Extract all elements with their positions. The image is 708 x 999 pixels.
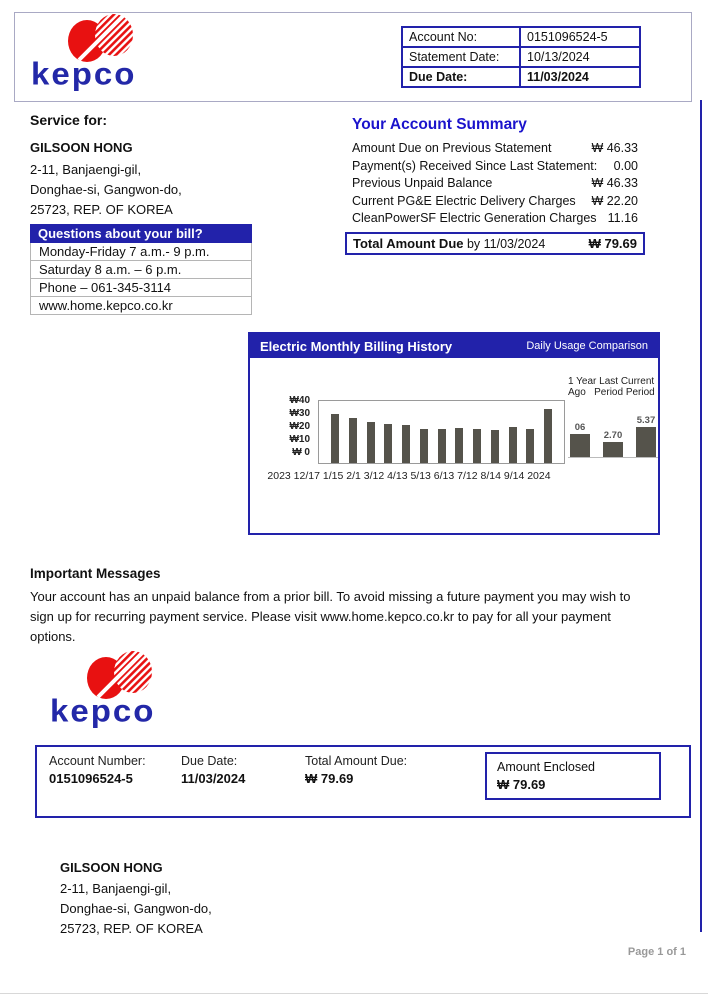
- amount-enclosed-value: ₩ 79.69: [497, 777, 546, 792]
- page-right-border: [700, 100, 702, 932]
- address-line: 25723, REP. OF KOREA: [30, 202, 173, 217]
- stub-field-label: Due Date:: [181, 754, 238, 768]
- y-axis-tick: ₩30: [289, 408, 310, 419]
- account-summary-rows: [352, 140, 638, 228]
- kepco-logo-stub: [50, 650, 220, 729]
- service-address: [30, 160, 182, 220]
- summary-value: ₩ 46.33: [591, 176, 638, 190]
- service-for-title: Service for:: [30, 112, 108, 128]
- header: [14, 12, 692, 102]
- account-info-value: 11/03/2024: [527, 70, 589, 84]
- account-info-label: Statement Date:: [403, 48, 521, 66]
- page-number: Page 1 of 1: [627, 946, 686, 958]
- y-axis-ticks: [278, 395, 312, 462]
- amount-enclosed-label: Amount Enclosed: [497, 760, 595, 774]
- account-info-row: [403, 66, 639, 86]
- daily-usage-bar: [603, 442, 623, 457]
- billing-bar: [331, 414, 339, 463]
- billing-bar: [367, 422, 375, 464]
- billing-history-bars: [319, 401, 564, 463]
- summary-label: CleanPowerSF Electric Generation Charges: [352, 211, 597, 225]
- stub-field-value: 11/03/2024: [181, 771, 246, 786]
- daily-usage-bar-group: [570, 422, 590, 457]
- payment-stub: [35, 745, 691, 818]
- questions-row: Monday-Friday 7 a.m.- 9 p.m.: [30, 243, 252, 261]
- account-info-table: [401, 26, 641, 88]
- billing-bar: [455, 428, 463, 463]
- billing-bar: [473, 429, 481, 463]
- address-line: 2-11, Banjaengi-gil,: [30, 162, 142, 177]
- daily-usage-title: Daily Usage Comparison: [526, 340, 648, 352]
- daily-usage-bar: [570, 434, 590, 457]
- remit-address: [60, 860, 212, 939]
- summary-label: Previous Unpaid Balance: [352, 176, 493, 190]
- summary-value: 11.16: [607, 211, 638, 225]
- total-amount-due-label: [353, 236, 545, 251]
- kepco-logo-text: kepco: [50, 692, 156, 729]
- kepco-logo-text: kepco: [31, 55, 137, 92]
- x-axis-labels: [244, 470, 574, 482]
- daily-usage-value: 5.37: [636, 415, 656, 426]
- account-info-value: 0151096524-5: [527, 30, 608, 44]
- stub-field: [181, 754, 305, 786]
- summary-label: Payment(s) Received Since Last Statement:: [352, 158, 598, 173]
- questions-table: [30, 224, 252, 315]
- billing-bar: [544, 409, 552, 464]
- daily-usage-bar: [636, 427, 656, 457]
- daily-usage-heading-2: Ago Period Period: [568, 387, 655, 398]
- stub-field: [49, 754, 181, 786]
- customer-name: GILSOON HONG: [30, 140, 133, 155]
- billing-bar: [438, 429, 446, 463]
- summary-row: [352, 140, 638, 158]
- total-amount-due-text: Total Amount Due: [353, 235, 464, 251]
- y-axis-tick: ₩10: [289, 434, 310, 445]
- address-line: Donghae-si, Gangwon-do,: [30, 182, 182, 197]
- summary-value: 0.00: [613, 158, 638, 173]
- total-due-by-date: by 11/03/2024: [463, 236, 546, 251]
- remit-address-lines: [60, 879, 212, 939]
- billing-history-panel: [248, 332, 660, 535]
- page-bottom-border: [0, 993, 708, 994]
- billing-bar: [509, 427, 517, 463]
- billing-bar: [384, 424, 392, 463]
- billing-history-chart: [267, 394, 578, 524]
- address-line: 25723, REP. OF KOREA: [60, 921, 203, 936]
- billing-bar: [526, 429, 534, 463]
- address-line: Donghae-si, Gangwon-do,: [60, 901, 212, 916]
- summary-row: [352, 175, 638, 193]
- y-axis-tick: ₩20: [289, 421, 310, 432]
- stub-field-value: ₩ 79.69: [305, 771, 354, 786]
- y-axis-tick: ₩40: [289, 395, 310, 406]
- address-line: 2-11, Banjaengi-gil,: [60, 881, 172, 896]
- important-messages-body: Your account has an unpaid balance from a prior bill. To avoid missing a future payment you may wish to sign up for recurring payment service. Please visit www.home.kepco.co.kr to pay for all your payment options.: [30, 589, 631, 644]
- important-messages-title: Important Messages: [30, 566, 161, 581]
- daily-usage-heading-1: 1 Year Last Current: [568, 376, 655, 387]
- billing-bar: [420, 429, 428, 463]
- daily-usage-chart: [568, 376, 658, 458]
- x-axis-label-line: 2023 12/17 1/15 2/1 3/12 4/13 5/13 6/13 7/12 8/14 9/14 2024: [267, 470, 551, 482]
- summary-value: ₩ 22.20: [591, 193, 638, 208]
- billing-history-body: [250, 358, 658, 533]
- summary-row: [352, 158, 638, 176]
- total-amount-due-box: [345, 232, 645, 255]
- account-info-value: 10/13/2024: [527, 50, 590, 64]
- account-info-row: [403, 28, 639, 46]
- questions-rows: [30, 243, 252, 315]
- billing-history-plot: [318, 400, 565, 464]
- amount-enclosed-box: [485, 752, 661, 800]
- account-info-label: Account No:: [403, 28, 521, 46]
- stub-field-value: 0151096524-5: [49, 771, 133, 786]
- billing-bar: [349, 418, 357, 463]
- remit-customer-name: GILSOON HONG: [60, 860, 163, 875]
- questions-row: Phone – 061-345-3114: [30, 279, 252, 297]
- daily-usage-value: 06: [574, 422, 586, 433]
- questions-row: www.home.kepco.co.kr: [30, 297, 252, 315]
- summary-label: Amount Due on Previous Statement: [352, 141, 552, 155]
- daily-usage-bar-group: [603, 430, 623, 457]
- daily-usage-bar-group: [636, 415, 656, 457]
- daily-usage-bars: [568, 401, 658, 458]
- billing-bar: [402, 425, 410, 463]
- billing-history-header: [250, 334, 658, 358]
- questions-header: Questions about your bill?: [30, 224, 252, 243]
- important-messages: [30, 566, 670, 647]
- total-amount-due-value: ₩ 79.69: [588, 235, 637, 251]
- account-info-row: [403, 46, 639, 66]
- y-axis-tick: ₩ 0: [292, 447, 310, 458]
- account-summary-title: Your Account Summary: [352, 116, 527, 133]
- billing-history-title: Electric Monthly Billing History: [260, 338, 453, 354]
- stub-field-label: Total Amount Due:: [305, 754, 408, 768]
- account-summary: [352, 116, 638, 255]
- summary-row: [352, 193, 638, 211]
- stub-fields: [49, 754, 407, 786]
- summary-row: [352, 210, 638, 228]
- questions-row: Saturday 8 a.m. – 6 p.m.: [30, 261, 252, 279]
- stub-field-label: Account Number:: [49, 754, 146, 768]
- kepco-logo: [31, 13, 201, 92]
- summary-label: Current PG&E Electric Delivery Charges: [352, 193, 576, 208]
- billing-bar: [491, 430, 499, 463]
- stub-field: [305, 754, 407, 786]
- daily-usage-value: 2.70: [603, 430, 623, 441]
- account-info-label: Due Date:: [403, 68, 521, 86]
- summary-value: ₩ 46.33: [591, 141, 638, 155]
